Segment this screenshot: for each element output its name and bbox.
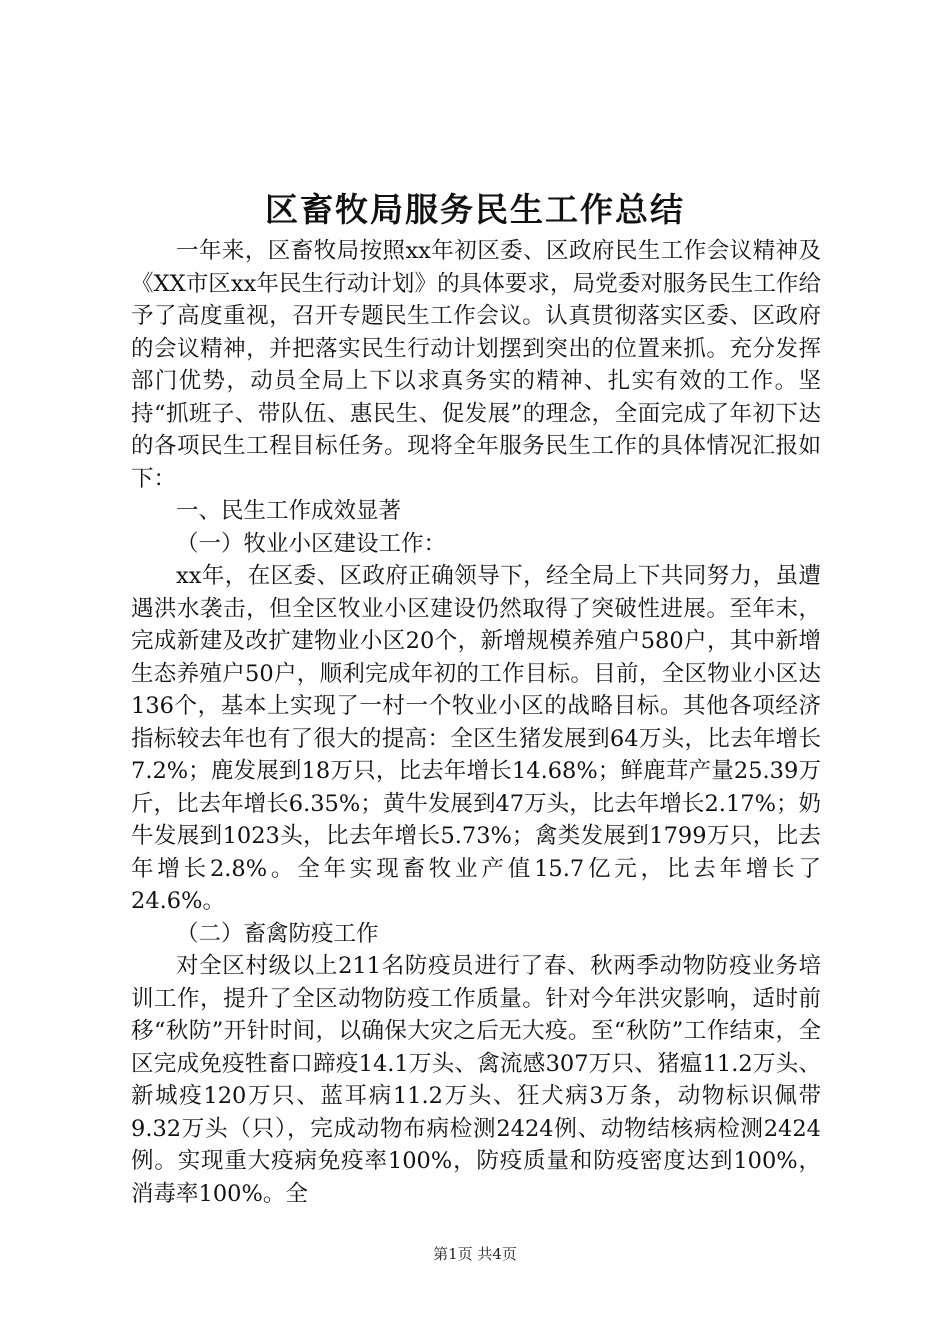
document-title: 区畜牧局服务民生工作总结 xyxy=(265,190,685,229)
subsection-heading-1: （一）牧业小区建设工作： xyxy=(176,530,447,557)
page-number-footer: 第1页 共4页 xyxy=(433,1245,517,1263)
subsection-heading-2: （二）畜禽防疫工作 xyxy=(176,920,379,947)
paragraph-epidemic-prevention: 对全区村级以上211名防疫员进行了春、秋两季动物防疫业务培训工作，提升了全区动物防疫工作质量。针对今年洪灾影响，适时前移“秋防”开针时间，以确保大灾之后无大疫。至“秋防”工作结束，全区完成免疫牲畜口蹄疫14.1万头、禽流感307万只、猪瘟11.2万头、新城疫120万只、蓝耳病11.2万头、狂犬病3万条，动物标识佩带9.32万头（只），完成动物布病检测2424例、动物结核病检测2424例。实现重大疫病免疫率100%，防疫质量和防疫密度达到100%，消毒率100%。全 xyxy=(131,953,821,1207)
paragraph-pasture-zone: xx年，在区委、区政府正确领导下，经全局上下共同努力，虽遭遇洪水袭击，但全区牧业小区建设仍然取得了突破性进展。至年末，完成新建及改扩建物业小区20个，新增规模养殖户580户，其中新增生态养殖户50户，顺利完成年初的工作目标。目前，全区物业小区达136个，基本上实现了一村一个牧业小区的战略目标。其他各项经济指标较去年也有了很大的提高：全区生猪发展到64万头，比去年增长7.2%；鹿发展到18万只，比去年增长14.68%；鲜鹿茸产量25.39万斤，比去年增长6.35%；黄牛发展到47万头，比去年增长2.17%；奶牛发展到1023头，比去年增长5.73%；禽类发展到1799万只，比去年增长2.8%。全年实现畜牧业产值15.7亿元，比去年增长了24.6%。 xyxy=(131,563,821,914)
document-body xyxy=(131,235,821,1210)
paragraph-intro: 一年来，区畜牧局按照xx年初区委、区政府民生工作会议精神及《XX市区xx年民生行动计划》的具体要求，局党委对服务民生工作给予了高度重视，召开专题民生工作会议。认真贯彻落实区委、区政府的会议精神，并把落实民生行动计划摆到突出的位置来抓。充分发挥部门优势，动员全局上下以求真务实的精神、扎实有效的工作。坚持“抓班子、带队伍、惠民生、促发展”的理念，全面完成了年初下达的各项民生工程目标任务。现将全年服务民生工作的具体情况汇报如下： xyxy=(131,238,821,492)
section-heading-1: 一、民生工作成效显著 xyxy=(176,498,402,524)
